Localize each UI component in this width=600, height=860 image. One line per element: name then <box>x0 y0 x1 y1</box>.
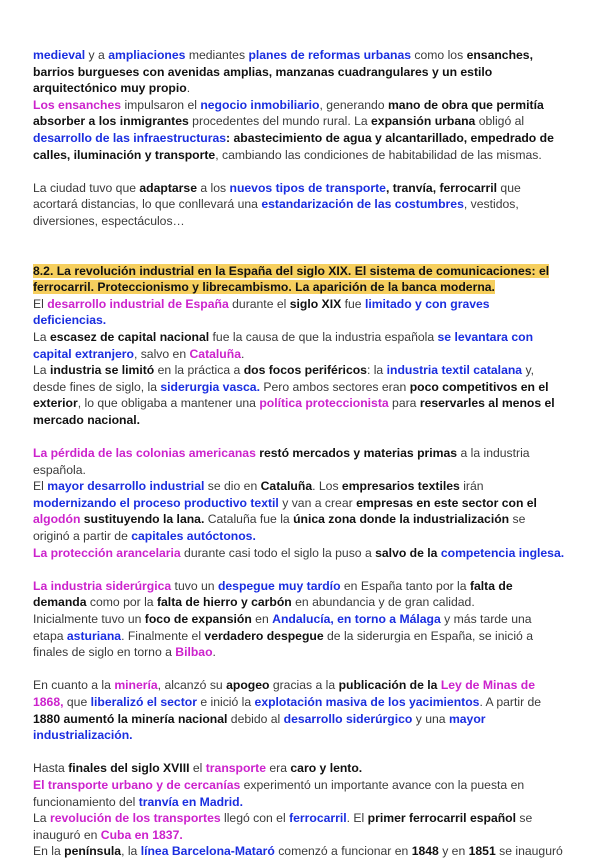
text-run: se dio en <box>204 479 261 494</box>
text-run: , cambiando las condiciones de habitabilidad de las mismas. <box>215 147 542 162</box>
paragraph <box>33 445 565 478</box>
bold-text: empresas en este sector con el <box>356 495 537 510</box>
text-run: Inicialmente tuvo un <box>33 612 145 626</box>
blue-emphasis: limitado y con graves deficiencias. <box>33 296 490 328</box>
blue-emphasis: mayor industrialización. <box>33 711 486 743</box>
pink-emphasis: Ley de Minas de 1868, <box>33 678 535 709</box>
text-run: en España tanto por la <box>340 578 470 593</box>
text-run: , alcanzó su <box>157 678 227 693</box>
bold-text: única zona donde la industrialización <box>293 512 510 527</box>
bold-text: siglo XIX <box>289 296 342 311</box>
text-run: que acortará distancias, lo que conllevará una <box>33 180 521 212</box>
text-run: mediantes <box>185 48 249 62</box>
bold-text: 1880 aumentó la minería nacional <box>33 711 228 726</box>
text-run: y más tarde una etapa <box>33 612 532 643</box>
paragraph <box>33 677 565 743</box>
text-run: y van a crear <box>278 495 357 510</box>
blue-emphasis: Andalucía, en torno a Málaga <box>272 612 441 626</box>
bold-text: mano de obra que permitía absorber a los inmigrantes <box>33 97 544 129</box>
bold-text: dos focos periféricos <box>243 363 367 378</box>
bold-text: verdadero despegue <box>204 628 324 643</box>
blue-emphasis: desarrollo siderúrgico <box>283 711 413 726</box>
text-run: , generando <box>319 97 388 112</box>
blue-emphasis: planes de reformas urbanas <box>248 48 412 62</box>
text-run: en <box>251 612 273 626</box>
pink-emphasis: Cuba en 1837. <box>100 827 183 842</box>
text-run: irán <box>459 479 484 494</box>
blue-emphasis: liberalizó el sector <box>90 694 197 709</box>
pink-emphasis: Bilbao <box>175 645 213 660</box>
blue-emphasis: competencia inglesa. <box>440 545 565 560</box>
pink-emphasis: transporte <box>205 761 267 776</box>
paragraph <box>33 47 565 97</box>
text-run: se inauguró en <box>33 811 533 842</box>
bold-text: empresarios textiles <box>341 479 460 494</box>
bold-text: 1851 <box>468 844 496 859</box>
paragraph-spacer <box>33 744 565 761</box>
paragraph <box>33 180 565 230</box>
blue-emphasis: negocio inmobiliario <box>200 97 320 112</box>
text-run: que <box>63 694 91 709</box>
blue-emphasis: modernizando el proceso productivo textil <box>33 495 279 510</box>
text-run: . <box>240 346 245 361</box>
paragraph <box>33 843 565 860</box>
pink-emphasis: minería <box>114 678 158 693</box>
blue-emphasis: línea Barcelona-Mataró <box>140 844 275 859</box>
pink-emphasis: La pérdida de las colonias americanas <box>33 446 256 461</box>
text-run: y una <box>412 711 449 726</box>
blue-emphasis: ampliaciones <box>108 48 186 62</box>
paragraph <box>33 611 565 661</box>
paragraph <box>33 777 565 810</box>
text-run: y en <box>438 844 469 859</box>
bold-text: 1848 <box>411 844 439 859</box>
text-run: La <box>33 329 50 344</box>
bold-text: falta de hierro y carbón <box>156 595 292 610</box>
text-run: fue <box>341 296 365 311</box>
pink-emphasis: El transporte urbano y de cercanías <box>33 777 241 792</box>
bold-text: falta de demanda <box>33 578 513 610</box>
blue-emphasis: se levantara con capital extranjero <box>33 329 534 361</box>
text-run: La ciudad tuvo que <box>33 180 140 195</box>
blue-emphasis: industria textil catalana <box>386 363 523 378</box>
bold-text: publicación de la <box>338 678 441 693</box>
paragraph <box>33 578 565 611</box>
blue-emphasis: tranvía en Madrid. <box>138 794 243 809</box>
text-run: La <box>33 811 50 826</box>
bold-text: caro y lento. <box>290 761 363 776</box>
text-run: el <box>189 761 206 776</box>
text-run: , vestidos, diversiones, espectáculos… <box>33 197 519 228</box>
text-run: y, desde fines de siglo, la <box>33 363 535 394</box>
blue-emphasis: medieval <box>33 48 86 62</box>
blue-emphasis: mayor desarrollo industrial <box>47 479 205 494</box>
bold-text: expansión urbana <box>371 114 476 129</box>
paragraph <box>33 545 565 562</box>
text-run: En la <box>33 844 65 859</box>
text-run: gracias a la <box>269 678 339 693</box>
text-run: en la práctica a <box>154 363 244 378</box>
bold-text: ensanches, barrios burgueses con avenidas amplias, manzanas cuadrangulares y un estilo arquitectónico muy propio <box>33 48 533 96</box>
blue-emphasis: explotación masiva de los yacimientos <box>254 694 480 709</box>
document-page <box>33 47 565 860</box>
blue-emphasis: ferrocarril <box>289 811 347 826</box>
bold-text: sustituyendo la lana. <box>80 512 205 527</box>
text-run: : la <box>366 363 387 378</box>
text-run: durante el <box>228 296 290 311</box>
paragraph <box>33 296 565 329</box>
text-run: se originó a partir de <box>33 512 526 544</box>
pink-emphasis: revolución de los transportes <box>49 811 221 826</box>
text-run: . El <box>346 811 368 826</box>
text-run: En cuanto a la <box>33 678 115 693</box>
paragraph <box>33 263 565 296</box>
bold-text: poco competitivos en el exterior <box>33 379 549 411</box>
pink-emphasis: La industria siderúrgica <box>33 578 172 593</box>
bold-text: industria se limitó <box>49 363 155 378</box>
bold-text: apogeo <box>226 678 270 693</box>
text-run: , salvo en <box>133 346 190 361</box>
pink-emphasis: desarrollo industrial de España <box>47 296 229 311</box>
blue-emphasis: siderurgia vasca. <box>160 379 260 394</box>
text-run: llegó con el <box>220 811 290 826</box>
bold-text: primer ferrocarril español <box>367 811 516 826</box>
text-run: fue la causa de que la industria española <box>209 329 438 344</box>
text-run: procedentes del mundo rural. La <box>188 114 372 129</box>
text-run: . Finalmente el <box>121 628 205 643</box>
blue-emphasis: desarrollo de las infraestructuras <box>33 130 227 145</box>
bold-text: adaptarse <box>139 180 197 195</box>
paragraph <box>33 760 565 777</box>
text-run: El <box>33 479 48 494</box>
text-run: , lo que obligaba a mantener una <box>77 396 260 411</box>
text-run: y a <box>85 48 109 62</box>
bold-text: salvo de la <box>375 545 441 560</box>
pink-emphasis: política proteccionista <box>259 396 389 411</box>
text-run: Hasta <box>33 761 69 776</box>
pink-emphasis: La protección arancelaria <box>33 545 181 560</box>
text-run: para <box>388 396 420 411</box>
bold-text: foco de expansión <box>144 612 252 626</box>
bold-text: escasez de capital nacional <box>49 329 210 344</box>
text-run: El <box>33 296 48 311</box>
text-run: era <box>266 761 291 776</box>
bold-text: , tranvía, ferrocarril <box>385 180 498 195</box>
text-run: , la <box>121 844 141 859</box>
text-run: de la siderurgia en España, se inició a finales de siglo en torno a <box>33 628 533 660</box>
blue-emphasis: capitales autóctonos. <box>131 529 256 544</box>
blue-emphasis: nuevos tipos de transporte <box>229 180 386 195</box>
paragraph-spacer <box>33 661 565 678</box>
paragraph <box>33 329 565 362</box>
text-run: Cataluña fue la <box>204 512 294 527</box>
text-run: como los <box>411 48 467 62</box>
text-run: Pero ambos sectores eran <box>259 379 410 394</box>
paragraph <box>33 97 565 163</box>
paragraph <box>33 478 565 544</box>
text-run: . A partir de <box>479 694 542 709</box>
bold-text: finales del siglo XVIII <box>68 761 190 776</box>
text-run: comenzó a funcionar en <box>274 844 412 859</box>
paragraph-spacer <box>33 230 565 263</box>
blue-emphasis: asturiana <box>66 628 122 643</box>
text-run: se inauguró <box>495 844 563 859</box>
text-run: como por la <box>86 595 157 610</box>
highlighted-heading: 8.2. La revolución industrial en la España del siglo XIX. El sistema de comunicaciones: el ferrocarril. Proteccionismo y librecambismo. La aparición de la banca moderna. <box>33 263 550 295</box>
text-run: tuvo un <box>171 578 218 593</box>
text-run: debido al <box>227 711 284 726</box>
bold-text: : abastecimiento de agua y alcantarillado, empedrado de calles, iluminación y transporte <box>33 130 554 162</box>
text-run: . <box>186 81 191 96</box>
blue-emphasis: despegue muy tardío <box>217 578 341 593</box>
text-run: . Los <box>312 479 342 494</box>
text-run: . <box>212 645 216 660</box>
text-run: obligó al <box>475 114 525 129</box>
paragraph <box>33 362 565 428</box>
text-run: impulsaron el <box>121 97 201 112</box>
bold-text: península <box>64 844 122 859</box>
blue-emphasis: estandarización de las costumbres <box>261 197 464 212</box>
text-run: en abundancia y de gran calidad. <box>291 595 475 610</box>
paragraph-spacer <box>33 561 565 578</box>
text-run: a los <box>196 180 230 195</box>
pink-emphasis: Cataluña <box>189 346 241 361</box>
pink-emphasis: Los ensanches <box>33 97 122 112</box>
bold-text: reservarles al menos el mercado nacional. <box>33 396 555 427</box>
bold-text: Cataluña <box>260 479 313 494</box>
text-run: e inició la <box>196 694 255 709</box>
paragraph-spacer <box>33 428 565 445</box>
paragraph <box>33 810 565 843</box>
bold-text: restó mercados y materias primas <box>255 446 458 461</box>
paragraph-spacer <box>33 163 565 180</box>
text-run: La <box>33 363 50 378</box>
text-run: a la industria española. <box>33 446 530 477</box>
text-run: experimentó un importante avance con la puesta en funcionamiento del <box>33 777 525 809</box>
pink-emphasis: algodón <box>33 512 81 527</box>
text-run: durante casi todo el siglo la puso a <box>180 545 376 560</box>
